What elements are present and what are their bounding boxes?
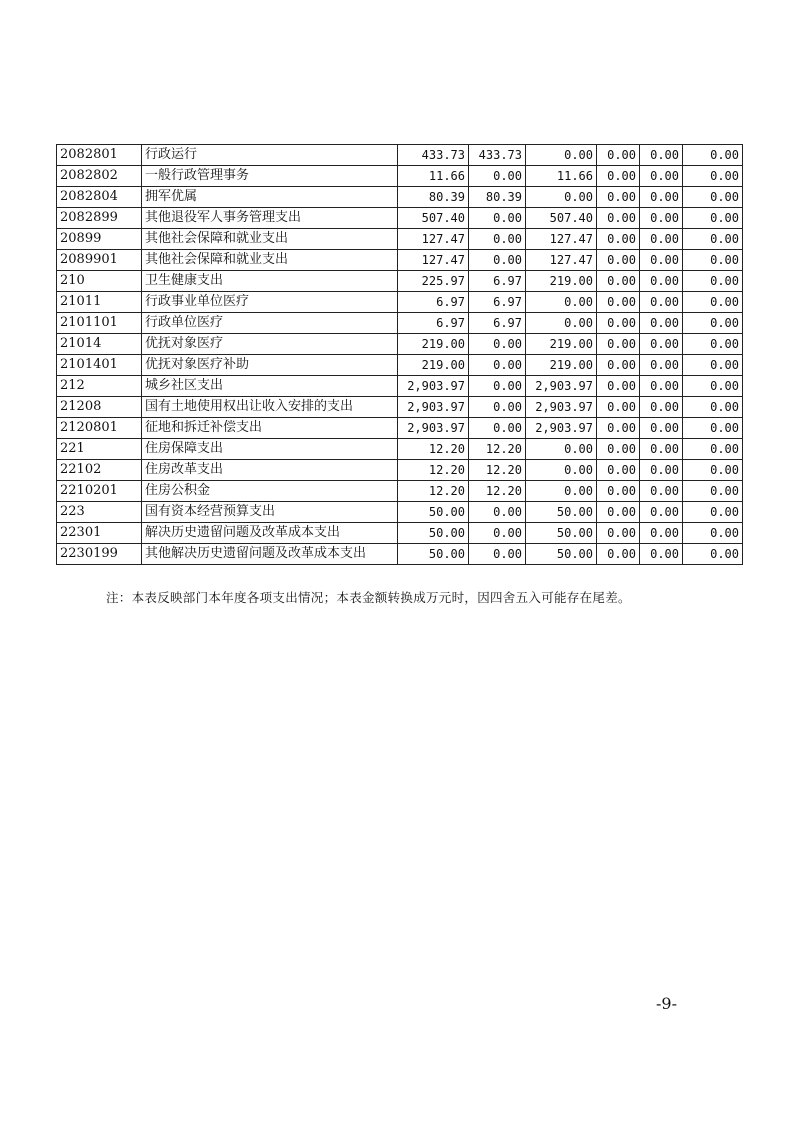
cell-name: 住房改革支出 — [142, 460, 398, 481]
cell-code: 22102 — [57, 460, 142, 481]
cell-col6: 0.00 — [683, 187, 743, 208]
cell-col5: 0.00 — [640, 418, 683, 439]
cell-total: 50.00 — [398, 523, 469, 544]
cell-total: 50.00 — [398, 502, 469, 523]
cell-col4: 0.00 — [597, 334, 640, 355]
cell-code: 2230199 — [57, 544, 142, 565]
cell-total: 6.97 — [398, 313, 469, 334]
cell-col6: 0.00 — [683, 544, 743, 565]
table-row — [57, 397, 743, 418]
table-row — [57, 187, 743, 208]
cell-project: 0.00 — [526, 292, 597, 313]
cell-name: 一般行政管理事务 — [142, 166, 398, 187]
cell-basic: 0.00 — [469, 397, 526, 418]
cell-col4: 0.00 — [597, 355, 640, 376]
cell-basic: 0.00 — [469, 166, 526, 187]
cell-col5: 0.00 — [640, 292, 683, 313]
cell-col5: 0.00 — [640, 334, 683, 355]
cell-col5: 0.00 — [640, 481, 683, 502]
cell-col4: 0.00 — [597, 250, 640, 271]
cell-name: 行政事业单位医疗 — [142, 292, 398, 313]
cell-name: 住房保障支出 — [142, 439, 398, 460]
cell-col5: 0.00 — [640, 502, 683, 523]
cell-col5: 0.00 — [640, 376, 683, 397]
table-row — [57, 544, 743, 565]
cell-name: 国有资本经营预算支出 — [142, 502, 398, 523]
table-row — [57, 460, 743, 481]
cell-code: 21208 — [57, 397, 142, 418]
cell-project: 50.00 — [526, 544, 597, 565]
cell-col6: 0.00 — [683, 481, 743, 502]
cell-basic: 12.20 — [469, 481, 526, 502]
cell-basic: 12.20 — [469, 439, 526, 460]
cell-col6: 0.00 — [683, 397, 743, 418]
cell-col5: 0.00 — [640, 460, 683, 481]
cell-project: 0.00 — [526, 481, 597, 502]
table-row — [57, 355, 743, 376]
cell-code: 2101401 — [57, 355, 142, 376]
cell-project: 50.00 — [526, 502, 597, 523]
cell-project: 507.40 — [526, 208, 597, 229]
cell-col6: 0.00 — [683, 439, 743, 460]
cell-project: 219.00 — [526, 334, 597, 355]
cell-col6: 0.00 — [683, 334, 743, 355]
cell-col6: 0.00 — [683, 229, 743, 250]
cell-col5: 0.00 — [640, 187, 683, 208]
cell-project: 0.00 — [526, 313, 597, 334]
page-number: -9- — [656, 994, 677, 1013]
cell-total: 12.20 — [398, 460, 469, 481]
cell-col6: 0.00 — [683, 523, 743, 544]
cell-total: 127.47 — [398, 229, 469, 250]
cell-project: 50.00 — [526, 523, 597, 544]
cell-total: 12.20 — [398, 439, 469, 460]
cell-basic: 80.39 — [469, 187, 526, 208]
cell-col5: 0.00 — [640, 271, 683, 292]
cell-total: 219.00 — [398, 334, 469, 355]
cell-name: 解决历史遗留问题及改革成本支出 — [142, 523, 398, 544]
cell-col6: 0.00 — [683, 292, 743, 313]
cell-code: 212 — [57, 376, 142, 397]
cell-name: 其他解决历史遗留问题及改革成本支出 — [142, 544, 398, 565]
cell-project: 219.00 — [526, 355, 597, 376]
cell-col4: 0.00 — [597, 292, 640, 313]
cell-code: 2101101 — [57, 313, 142, 334]
cell-name: 城乡社区支出 — [142, 376, 398, 397]
cell-project: 2,903.97 — [526, 376, 597, 397]
cell-code: 2082802 — [57, 166, 142, 187]
cell-name: 其他社会保障和就业支出 — [142, 229, 398, 250]
cell-basic: 433.73 — [469, 145, 526, 166]
cell-basic: 0.00 — [469, 523, 526, 544]
table-row — [57, 418, 743, 439]
cell-total: 127.47 — [398, 250, 469, 271]
cell-code: 2082899 — [57, 208, 142, 229]
cell-basic: 0.00 — [469, 208, 526, 229]
cell-project: 0.00 — [526, 439, 597, 460]
cell-name: 行政单位医疗 — [142, 313, 398, 334]
table-row — [57, 313, 743, 334]
cell-col4: 0.00 — [597, 523, 640, 544]
cell-basic: 6.97 — [469, 313, 526, 334]
cell-basic: 0.00 — [469, 229, 526, 250]
table-row — [57, 481, 743, 502]
cell-col5: 0.00 — [640, 397, 683, 418]
cell-code: 2082804 — [57, 187, 142, 208]
expenditure-table-container — [56, 144, 742, 565]
cell-col5: 0.00 — [640, 523, 683, 544]
table-body — [57, 145, 743, 565]
cell-total: 507.40 — [398, 208, 469, 229]
cell-col4: 0.00 — [597, 376, 640, 397]
cell-name: 优抚对象医疗补助 — [142, 355, 398, 376]
cell-col5: 0.00 — [640, 313, 683, 334]
cell-project: 0.00 — [526, 460, 597, 481]
cell-total: 2,903.97 — [398, 418, 469, 439]
cell-name: 其他社会保障和就业支出 — [142, 250, 398, 271]
cell-col5: 0.00 — [640, 439, 683, 460]
cell-name: 住房公积金 — [142, 481, 398, 502]
cell-col6: 0.00 — [683, 376, 743, 397]
cell-col4: 0.00 — [597, 544, 640, 565]
table-row — [57, 376, 743, 397]
cell-name: 优抚对象医疗 — [142, 334, 398, 355]
cell-col6: 0.00 — [683, 460, 743, 481]
cell-col5: 0.00 — [640, 145, 683, 166]
table-row — [57, 334, 743, 355]
cell-basic: 0.00 — [469, 334, 526, 355]
table-row — [57, 250, 743, 271]
cell-col5: 0.00 — [640, 544, 683, 565]
cell-project: 219.00 — [526, 271, 597, 292]
cell-basic: 0.00 — [469, 376, 526, 397]
cell-col4: 0.00 — [597, 481, 640, 502]
cell-col4: 0.00 — [597, 397, 640, 418]
cell-code: 21014 — [57, 334, 142, 355]
cell-total: 12.20 — [398, 481, 469, 502]
cell-basic: 12.20 — [469, 460, 526, 481]
cell-col4: 0.00 — [597, 145, 640, 166]
table-row — [57, 523, 743, 544]
table-row — [57, 271, 743, 292]
cell-col4: 0.00 — [597, 208, 640, 229]
cell-total: 11.66 — [398, 166, 469, 187]
cell-total: 50.00 — [398, 544, 469, 565]
table-row — [57, 292, 743, 313]
table-row — [57, 229, 743, 250]
cell-name: 卫生健康支出 — [142, 271, 398, 292]
cell-name: 征地和拆迁补偿支出 — [142, 418, 398, 439]
cell-col5: 0.00 — [640, 166, 683, 187]
cell-col6: 0.00 — [683, 313, 743, 334]
cell-col6: 0.00 — [683, 418, 743, 439]
cell-col4: 0.00 — [597, 502, 640, 523]
cell-col4: 0.00 — [597, 187, 640, 208]
cell-col6: 0.00 — [683, 145, 743, 166]
cell-total: 219.00 — [398, 355, 469, 376]
cell-col5: 0.00 — [640, 355, 683, 376]
cell-col4: 0.00 — [597, 418, 640, 439]
cell-code: 210 — [57, 271, 142, 292]
cell-total: 2,903.97 — [398, 376, 469, 397]
table-row — [57, 208, 743, 229]
table-row — [57, 502, 743, 523]
cell-col5: 0.00 — [640, 250, 683, 271]
cell-col4: 0.00 — [597, 271, 640, 292]
cell-col5: 0.00 — [640, 208, 683, 229]
cell-col4: 0.00 — [597, 460, 640, 481]
cell-col6: 0.00 — [683, 250, 743, 271]
cell-project: 127.47 — [526, 250, 597, 271]
cell-total: 2,903.97 — [398, 397, 469, 418]
cell-name: 国有土地使用权出让收入安排的支出 — [142, 397, 398, 418]
cell-total: 80.39 — [398, 187, 469, 208]
cell-col6: 0.00 — [683, 208, 743, 229]
cell-basic: 0.00 — [469, 502, 526, 523]
cell-col6: 0.00 — [683, 166, 743, 187]
cell-code: 20899 — [57, 229, 142, 250]
cell-code: 2082801 — [57, 145, 142, 166]
cell-project: 127.47 — [526, 229, 597, 250]
cell-col4: 0.00 — [597, 313, 640, 334]
cell-col4: 0.00 — [597, 439, 640, 460]
cell-name: 拥军优属 — [142, 187, 398, 208]
cell-basic: 0.00 — [469, 418, 526, 439]
cell-total: 433.73 — [398, 145, 469, 166]
cell-project: 0.00 — [526, 145, 597, 166]
cell-code: 22301 — [57, 523, 142, 544]
cell-basic: 0.00 — [469, 544, 526, 565]
cell-name: 其他退役军人事务管理支出 — [142, 208, 398, 229]
cell-code: 2210201 — [57, 481, 142, 502]
cell-basic: 0.00 — [469, 355, 526, 376]
cell-code: 221 — [57, 439, 142, 460]
cell-name: 行政运行 — [142, 145, 398, 166]
cell-project: 2,903.97 — [526, 418, 597, 439]
cell-col6: 0.00 — [683, 271, 743, 292]
cell-project: 11.66 — [526, 166, 597, 187]
cell-project: 0.00 — [526, 187, 597, 208]
cell-col5: 0.00 — [640, 229, 683, 250]
cell-total: 225.97 — [398, 271, 469, 292]
expenditure-table — [56, 144, 743, 565]
table-row — [57, 439, 743, 460]
cell-col6: 0.00 — [683, 355, 743, 376]
cell-basic: 6.97 — [469, 271, 526, 292]
cell-code: 2120801 — [57, 418, 142, 439]
cell-col4: 0.00 — [597, 229, 640, 250]
cell-col6: 0.00 — [683, 502, 743, 523]
cell-code: 21011 — [57, 292, 142, 313]
table-row — [57, 166, 743, 187]
table-row — [57, 145, 743, 166]
cell-basic: 0.00 — [469, 250, 526, 271]
cell-basic: 6.97 — [469, 292, 526, 313]
cell-project: 2,903.97 — [526, 397, 597, 418]
cell-code: 223 — [57, 502, 142, 523]
table-note: 注：本表反映部门本年度各项支出情况；本表金额转换成万元时，因四舍五入可能存在尾差。 — [106, 590, 631, 605]
cell-total: 6.97 — [398, 292, 469, 313]
cell-code: 2089901 — [57, 250, 142, 271]
cell-col4: 0.00 — [597, 166, 640, 187]
